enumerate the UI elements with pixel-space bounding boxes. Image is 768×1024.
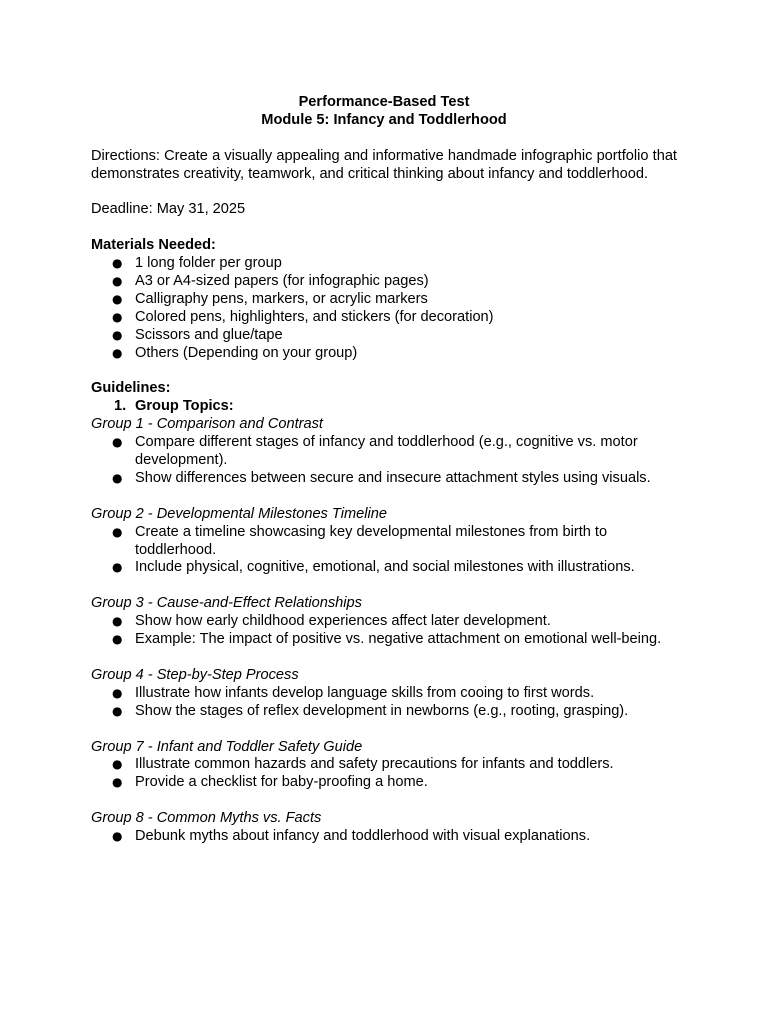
- list-item: ● Include physical, cognitive, emotional, and social milestones with illustrations.: [91, 559, 677, 577]
- list-item: ● Provide a checklist for baby-proofing a home.: [91, 774, 677, 792]
- spacer: [91, 488, 677, 506]
- list-item: ● Compare different stages of infancy and toddlerhood (e.g., cognitive vs. motor development).: [91, 434, 677, 470]
- spacer: [91, 721, 677, 739]
- list-item: ● Show the stages of reflex development in newborns (e.g., rooting, grasping).: [91, 703, 677, 721]
- list-item: ● Colored pens, highlighters, and stickers (for decoration): [91, 309, 677, 327]
- group-1-list: [91, 434, 677, 488]
- group-8-list: [91, 828, 677, 846]
- group-7-list: [91, 756, 677, 792]
- list-item: ● Others (Depending on your group): [91, 345, 677, 363]
- list-item: ● Illustrate how infants develop language skills from cooing to first words.: [91, 685, 677, 703]
- list-item: ● 1 long folder per group: [91, 255, 677, 273]
- list-item: ● Example: The impact of positive vs. negative attachment on emotional well-being.: [91, 631, 677, 649]
- group-7-title: Group 7 - Infant and Toddler Safety Guide: [91, 738, 363, 755]
- group-2-list: [91, 524, 677, 578]
- spacer: [91, 792, 677, 810]
- list-item: ● Create a timeline showcasing key developmental milestones from birth to toddlerhood.: [91, 524, 677, 560]
- spacer: [91, 130, 677, 148]
- group-4-title: Group 4 - Step-by-Step Process: [91, 666, 299, 683]
- title-line-2: Module 5: Infancy and Toddlerhood: [261, 111, 507, 128]
- group-3-list: [91, 613, 677, 649]
- list-item: ● Debunk myths about infancy and toddlerhood with visual explanations.: [91, 828, 677, 846]
- spacer: [91, 649, 677, 667]
- list-item: ● Show differences between secure and insecure attachment styles using visuals.: [91, 470, 677, 488]
- list-item: ● Scissors and glue/tape: [91, 327, 677, 345]
- group-3-title: Group 3 - Cause-and-Effect Relationships: [91, 595, 362, 612]
- list-item: ● A3 or A4-sized papers (for infographic pages): [91, 273, 677, 291]
- group-8-title: Group 8 - Common Myths vs. Facts: [91, 810, 322, 827]
- title-line-1: Performance-Based Test: [298, 94, 470, 110]
- list-item: ● Show how early childhood experiences affect later development.: [91, 613, 677, 631]
- item-number: 1.: [114, 398, 127, 415]
- materials-list: [91, 255, 677, 362]
- guidelines-item-1: [91, 398, 677, 416]
- guidelines-heading: Guidelines:: [91, 380, 171, 397]
- group-4-list: [91, 685, 677, 721]
- spacer: [91, 184, 677, 202]
- group-1-title: Group 1 - Comparison and Contrast: [91, 416, 323, 433]
- directions-paragraph: Directions: Create a visually appealing and informative handmade infographic portfolio that demonstrates creativity, teamwork, and critical thinking about infancy and toddlerhood.: [91, 147, 677, 182]
- spacer: [91, 219, 677, 237]
- group-topics-label: Group Topics:: [135, 398, 234, 415]
- materials-heading: Materials Needed:: [91, 237, 216, 254]
- deadline-text: Deadline: May 31, 2025: [91, 201, 246, 218]
- spacer: [91, 363, 677, 381]
- spacer: [91, 577, 677, 595]
- list-item: ● Illustrate common hazards and safety precautions for infants and toddlers.: [91, 756, 677, 774]
- list-item: ● Calligraphy pens, markers, or acrylic markers: [91, 291, 677, 309]
- group-2-title: Group 2 - Developmental Milestones Timeline: [91, 505, 387, 522]
